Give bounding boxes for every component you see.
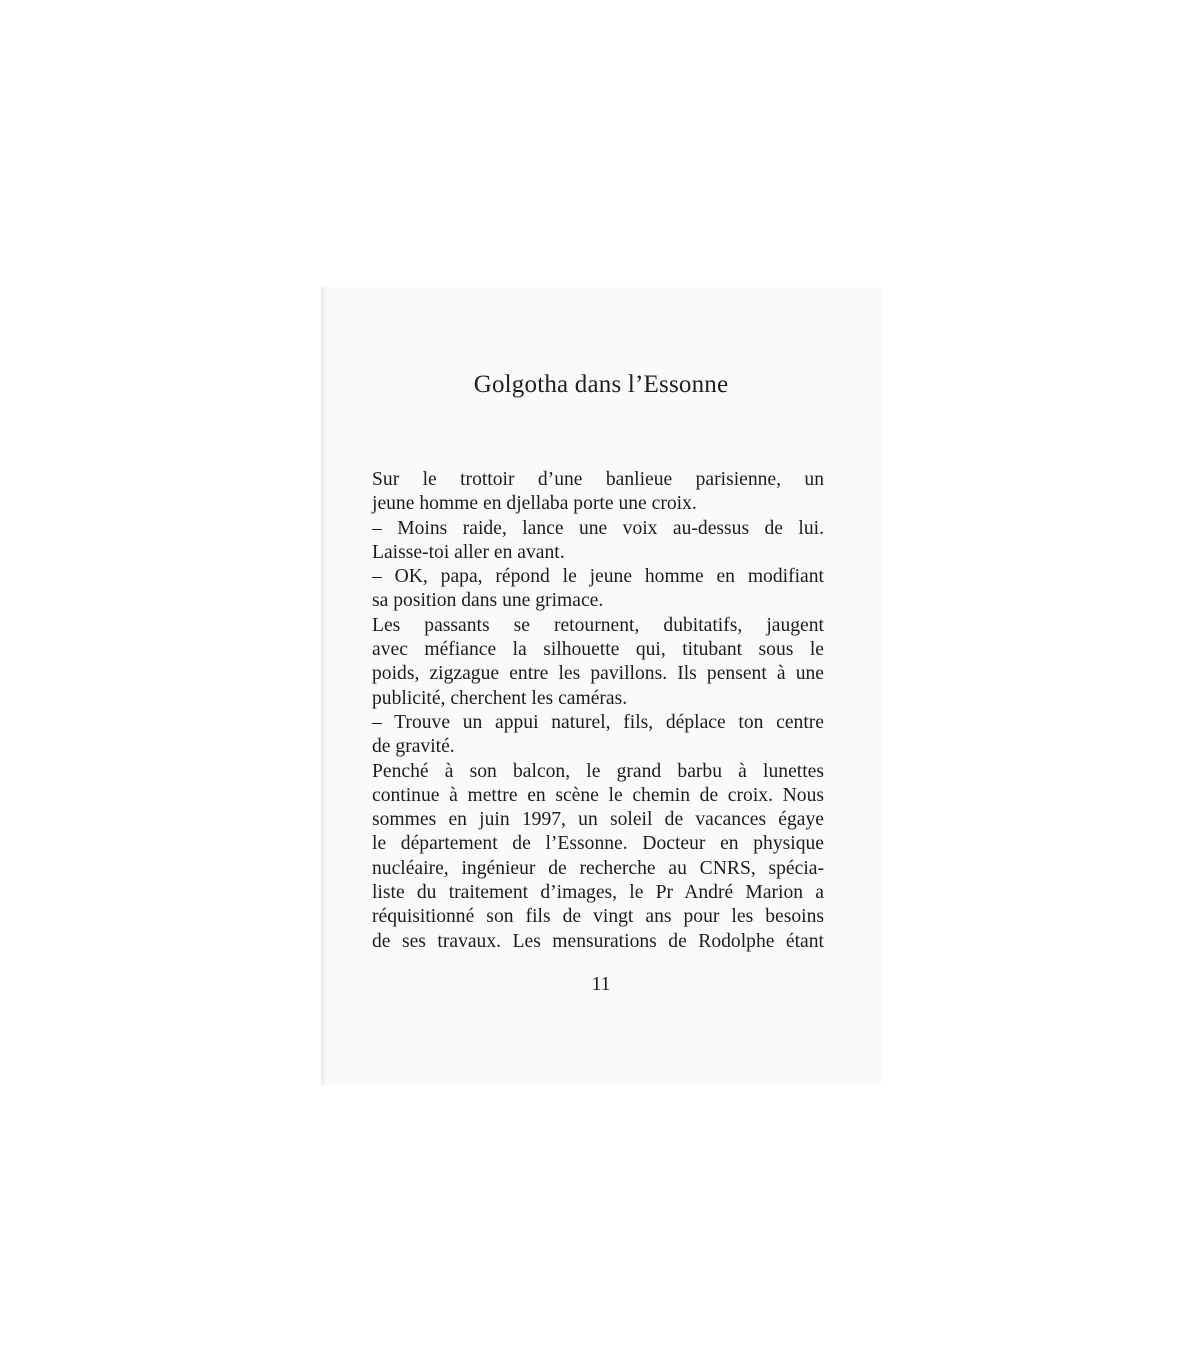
text-line: Penché à son balcon, le grand barbu à lunettes [372,760,824,782]
page-number: 11 [591,974,611,995]
text-line: publicité, cherchent les caméras. [372,687,628,709]
book-page [321,287,881,1085]
text-line: – Trouve un appui naturel, fils, déplace ton centre [372,711,824,733]
text-line: – Moins raide, lance une voix au-dessus de lui. [372,517,824,539]
text-line: jeune homme en djellaba porte une croix. [372,493,697,515]
text-line: sommes en juin 1997, un soleil de vacances égaye [372,809,824,831]
text-line: – OK, papa, répond le jeune homme en modifiant [372,566,824,588]
text-line: Les passants se retournent, dubitatifs, jaugent [372,614,824,636]
text-line: continue à mettre en scène le chemin de croix. Nous [372,784,824,806]
text-line: réquisitionné son fils de vingt ans pour les besoins [372,906,824,928]
text-line: poids, zigzague entre les pavillons. Ils pensent à une [372,663,824,685]
chapter-title: Golgotha dans l’Essonne [473,371,729,398]
text-line: nucléaire, ingénieur de recherche au CNRS, spécia- [372,857,824,879]
text-line: de ses travaux. Les mensurations de Rodolphe étant [372,930,824,952]
text-line: sa position dans une grimace. [372,590,604,612]
text-line: Laisse-toi aller en avant. [372,541,565,563]
text-line: le département de l’Essonne. Docteur en physique [372,833,824,855]
text-line: Sur le trottoir d’une banlieue parisienne, un [372,469,824,490]
text-line: avec méfiance la silhouette qui, titubant sous le [372,639,824,661]
body-text [372,468,824,954]
text-line: de gravité. [372,736,455,758]
text-line: liste du traitement d’images, le Pr André Marion a [372,882,824,904]
